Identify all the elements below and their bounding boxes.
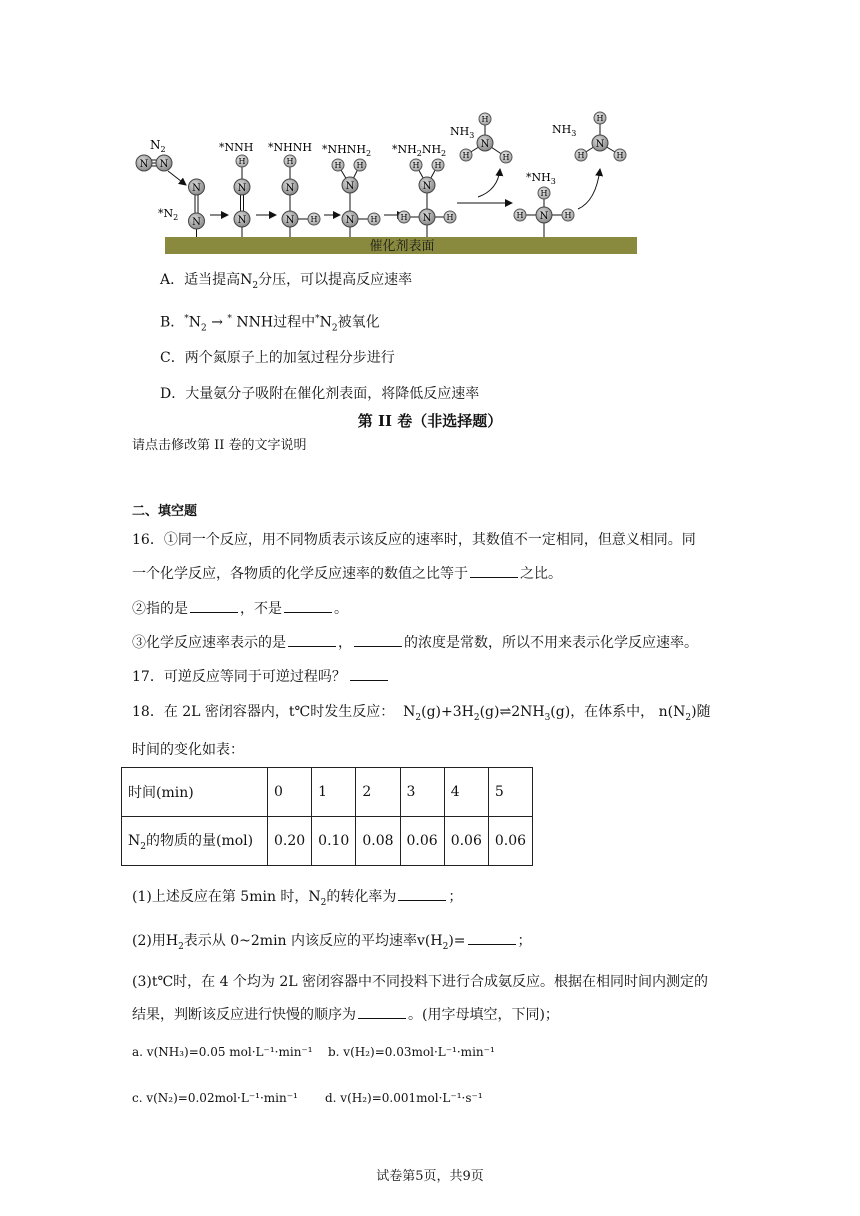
- section-note: 请点击修改第 II 卷的文字说明: [132, 438, 307, 453]
- table-cell: 5: [488, 768, 532, 817]
- q18-part3-line1: (3)t℃时，在 4 个均为 2L 密闭容器中不同投料下进行合成氨反应。根据在相同时间内测定的: [132, 974, 709, 990]
- svg-text:N: N: [480, 139, 490, 150]
- svg-text:*N2: $*N_2$: [158, 207, 179, 222]
- answer-blank[interactable]: [284, 598, 332, 613]
- answer-blank[interactable]: [350, 666, 388, 681]
- table-cell: 2: [356, 768, 400, 817]
- svg-text:NH3: $NH_3$: [552, 123, 577, 138]
- svg-text:N: N: [285, 215, 295, 226]
- svg-text:H: H: [616, 151, 624, 160]
- q16-line2: 一个化学反应，各物质的化学反应速率的数值之比等于 之比。: [132, 563, 562, 584]
- option-d: D．大量氨分子吸附在催化剂表面，将降低反应速率: [160, 386, 480, 402]
- svg-text:N2: $N_2$: [150, 138, 166, 154]
- page-footer: 试卷第5页，共9页: [376, 1169, 484, 1184]
- svg-text:N: N: [192, 183, 201, 194]
- answer-blank[interactable]: [468, 930, 516, 945]
- svg-text:N: N: [345, 215, 355, 226]
- svg-text:N: N: [595, 139, 605, 150]
- q18-option-b: b. v(H₂)=0.03mol·L⁻¹·min⁻¹: [328, 1045, 495, 1059]
- n2-amount-table: [121, 767, 533, 866]
- surface-label: 催化剂表面: [369, 239, 435, 254]
- svg-text:H: H: [356, 161, 364, 170]
- svg-text:H: H: [286, 157, 294, 166]
- table-header-n2: $N_2$的物质的量(mol): [122, 817, 268, 866]
- table-cell: 0: [268, 768, 312, 817]
- svg-text:H: H: [502, 153, 510, 162]
- q18-part2: (2)用$H_2$表示从 0~2min 内该反应的平均速率$v(H_2)=$ ；: [132, 930, 532, 957]
- option-c: C．两个氮原子上的加氢过程分步进行: [160, 350, 395, 366]
- answer-blank[interactable]: [354, 632, 402, 647]
- svg-text:N: N: [192, 217, 201, 228]
- q18-option-a: a. v(NH₃)=0.05 mol·L⁻¹·min⁻¹: [132, 1045, 313, 1059]
- svg-text:H: H: [310, 215, 318, 224]
- svg-text:H: H: [334, 161, 342, 170]
- svg-text:N: N: [139, 159, 149, 170]
- svg-text:H: H: [516, 211, 524, 220]
- table-cell: 0.06: [400, 817, 444, 866]
- svg-text:H: H: [238, 157, 246, 166]
- q16-line1: 16．①同一个反应，用不同物质表示该反应的速率时，其数值不一定相同，但意义相同。同: [132, 532, 696, 548]
- svg-text:*NHNH: *NHNH: [268, 141, 312, 154]
- svg-text:H: H: [370, 215, 378, 224]
- table-header-time: 时间(min): [122, 768, 268, 817]
- table-row: [122, 817, 533, 866]
- q18-part3-line2: 结果，判断该反应进行快慢的顺序为 。(用字母填空，下同)；: [132, 1004, 559, 1025]
- section-title: 第 II 卷（非选择题）: [357, 412, 503, 430]
- table-cell: 0.08: [356, 817, 400, 866]
- table-cell: 4: [444, 768, 488, 817]
- q16-line3: ②指的是 ，不是 。: [132, 598, 348, 619]
- q18-line1: 18．在 2L 密闭容器内，t℃时发生反应： $N_2(g)+3H_2(g)\rightleftharpoons 2NH_3(g)$，在体系中， $n(N_2)$随: [132, 704, 711, 723]
- table-cell: 0.20: [268, 817, 312, 866]
- q18-part1: (1)上述反应在第 5min 时，$N_2$的转化率为 ；: [132, 886, 462, 913]
- svg-text:N: N: [237, 215, 247, 226]
- svg-text:H: H: [481, 115, 489, 124]
- svg-text:N: N: [422, 181, 432, 192]
- svg-text:H: H: [412, 161, 420, 170]
- svg-text:H: H: [540, 189, 548, 198]
- q17: 17．可逆反应等同于可逆过程吗？: [132, 666, 388, 687]
- answer-blank[interactable]: [358, 1004, 406, 1019]
- svg-text:N: N: [345, 181, 355, 192]
- svg-text:*NHNH2: $*NHNH_2$: [322, 143, 372, 158]
- svg-text:*NNH: *NNH: [219, 141, 254, 154]
- table-cell: 0.06: [444, 817, 488, 866]
- svg-text:H: H: [446, 213, 454, 222]
- svg-text:N: N: [539, 211, 549, 222]
- table-row: [122, 768, 533, 817]
- svg-text:H: H: [596, 114, 604, 123]
- table-cell: 1: [312, 768, 356, 817]
- answer-blank[interactable]: [190, 598, 238, 613]
- svg-text:*NH3: $*NH_3$: [526, 171, 556, 186]
- svg-text:N: N: [159, 159, 169, 170]
- svg-text:N: N: [285, 183, 295, 194]
- option-b: B．$^*N_2 \to ^*$ NNH过程中$^*N_2$被氧化: [160, 314, 380, 334]
- table-cell: 0.10: [312, 817, 356, 866]
- svg-text:H: H: [577, 151, 585, 160]
- table-cell: 3: [400, 768, 444, 817]
- svg-text:H: H: [564, 211, 572, 220]
- svg-text:NH3: $NH_3$: [450, 125, 475, 140]
- catalysis-mechanism-figure: [120, 105, 650, 260]
- answer-blank[interactable]: [470, 563, 518, 578]
- svg-text:H: H: [462, 151, 470, 160]
- answer-blank[interactable]: [288, 632, 336, 647]
- svg-text:H: H: [434, 161, 442, 170]
- svg-text:*NH2NH2: $*NH_2NH_2$: [392, 143, 447, 158]
- option-a: A．适当提高$N_2$分压，可以提高反应速率: [160, 272, 413, 291]
- svg-text:N: N: [237, 183, 247, 194]
- svg-text:H: H: [400, 213, 408, 222]
- q18-option-d: d. v(H₂)=0.001mol·L⁻¹·s⁻¹: [325, 1091, 483, 1105]
- table-cell: 0.06: [488, 817, 532, 866]
- answer-blank[interactable]: [398, 886, 446, 901]
- q18-option-c: c. v(N₂)=0.02mol·L⁻¹·min⁻¹: [132, 1091, 298, 1105]
- q18-line2: 时间的变化如表：: [132, 742, 244, 758]
- svg-text:N: N: [422, 213, 432, 224]
- heading-fill-in: 二、填空题: [132, 504, 198, 519]
- q16-line4: ③化学反应速率表示的是 ， 的浓度是常数，所以不用来表示化学反应速率。: [132, 632, 698, 653]
